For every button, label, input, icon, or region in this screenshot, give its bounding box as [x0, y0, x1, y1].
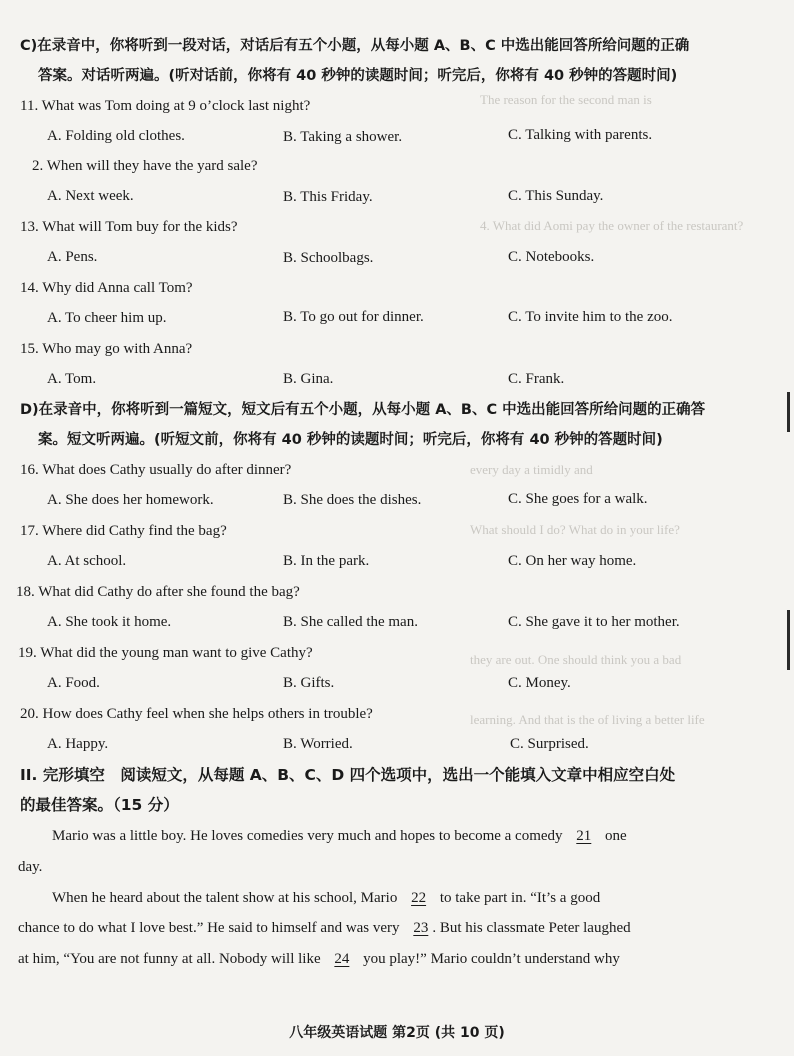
option-a: A. At school. — [47, 553, 127, 569]
passage-line: day. — [18, 859, 43, 875]
option-a: A. She does her homework. — [47, 492, 214, 508]
option-b: B. Gina. — [283, 371, 334, 387]
option-b: B. Worried. — [283, 736, 353, 752]
question-stem: 19. What did the young man want to give Cathy? — [18, 645, 313, 661]
question-stem: 2. When will they have the yard sale? — [32, 158, 258, 174]
section-c-instruction-line2: 答案。对话听两遍。(听对话前，你将有 40 秒钟的读题时间；听完后，你将有 40 秒钟的答题时间) — [38, 68, 678, 84]
page-edge-mark — [787, 610, 790, 670]
bleed-through-text: every day a timidly and — [470, 462, 593, 477]
section-ii-instruction-line2: 的最佳答案。（15 分） — [20, 796, 179, 814]
blank-24: 24 — [334, 951, 350, 967]
option-c: C. Talking with parents. — [508, 127, 653, 143]
question-stem: 11. What was Tom doing at 9 o’clock last night? — [20, 98, 311, 114]
option-a: A. She took it home. — [47, 614, 172, 630]
section-ii-instruction-line1: II. 完形填空 阅读短文，从每题 A、B、C、D 四个选项中，选出一个能填入文章中相应空白处 — [20, 766, 676, 784]
option-c: C. Surprised. — [510, 736, 589, 752]
question-stem: 18. What did Cathy do after she found the bag? — [16, 584, 300, 600]
option-a: A. Next week. — [47, 188, 134, 204]
option-b: B. She called the man. — [283, 614, 418, 630]
option-a: A. To cheer him up. — [47, 310, 167, 326]
question-stem: 16. What does Cathy usually do after dinner? — [20, 462, 292, 478]
option-b: B. To go out for dinner. — [283, 309, 424, 325]
option-a: A. Tom. — [47, 371, 97, 387]
passage-line — [18, 949, 620, 969]
option-c: C. Frank. — [508, 371, 565, 387]
bleed-through-text: The reason for the second man is — [480, 92, 652, 107]
bleed-through-text: they are out. One should think you a bad — [470, 652, 682, 667]
passage-text: to take part in. “It’s a good — [439, 890, 601, 906]
option-b: B. Taking a shower. — [283, 129, 403, 145]
option-c: C. Notebooks. — [508, 249, 595, 265]
blank-22: 22 — [411, 890, 427, 906]
passage-line — [52, 826, 627, 846]
option-b: B. In the park. — [283, 553, 370, 569]
option-c: C. This Sunday. — [508, 188, 604, 204]
bleed-through-text: 4. What did Aomi pay the owner of the restaurant? — [480, 218, 744, 233]
option-b: B. Schoolbags. — [283, 250, 374, 266]
page-footer: 八年级英语试题 第2页 (共 10 页) — [289, 1025, 505, 1041]
option-a: A. Pens. — [47, 249, 98, 265]
option-c: C. She gave it to her mother. — [508, 614, 680, 630]
option-c: C. She goes for a walk. — [508, 491, 648, 507]
option-a: A. Folding old clothes. — [47, 128, 185, 144]
passage-text: When he heard about the talent show at his school, Mario — [52, 890, 398, 906]
option-a: A. Food. — [47, 675, 100, 691]
passage-text: Mario was a little boy. He loves comedies very much and hopes to become a comedy — [52, 828, 563, 844]
option-b: B. She does the dishes. — [283, 492, 422, 508]
section-d-instruction-line1: D)在录音中，你将听到一篇短文，短文后有五个小题，从每小题 A、B、C 中选出能回答所给问题的正确答 — [20, 402, 706, 418]
option-c: C. To invite him to the zoo. — [508, 309, 673, 325]
question-stem: 14. Why did Anna call Tom? — [20, 280, 193, 296]
option-c: C. Money. — [508, 675, 571, 691]
question-stem: 20. How does Cathy feel when she helps others in trouble? — [20, 706, 373, 722]
option-a: A. Happy. — [47, 736, 109, 752]
passage-line — [18, 918, 631, 938]
passage-line — [52, 888, 600, 908]
question-stem: 13. What will Tom buy for the kids? — [20, 219, 238, 235]
passage-text: . But his classmate Peter laughed — [432, 920, 631, 936]
blank-21: 21 — [576, 828, 592, 844]
passage-text: one — [605, 828, 627, 844]
option-b: B. This Friday. — [283, 189, 373, 205]
bleed-through-text: What should I do? What do in your life? — [470, 522, 680, 537]
section-c-instruction-line1: C)在录音中，你将听到一段对话，对话后有五个小题，从每小题 A、B、C 中选出能回答所给问题的正确 — [20, 38, 690, 54]
blank-23: 23 — [413, 920, 429, 936]
question-stem: 15. Who may go with Anna? — [20, 341, 193, 357]
bleed-through-text: learning. And that is the of living a better life — [470, 712, 705, 727]
passage-text: at him, “You are not funny at all. Nobody will like — [18, 951, 321, 967]
passage-text: chance to do what I love best.” He said to himself and was very — [18, 920, 400, 936]
section-d-instruction-line2: 案。短文听两遍。(听短文前，你将有 40 秒钟的读题时间；听完后，你将有 40 秒钟的答题时间) — [38, 432, 663, 448]
page-edge-mark — [787, 392, 790, 432]
option-c: C. On her way home. — [508, 553, 637, 569]
option-b: B. Gifts. — [283, 675, 335, 691]
question-stem: 17. Where did Cathy find the bag? — [20, 523, 227, 539]
passage-text: you play!” Mario couldn’t understand why — [363, 951, 620, 967]
